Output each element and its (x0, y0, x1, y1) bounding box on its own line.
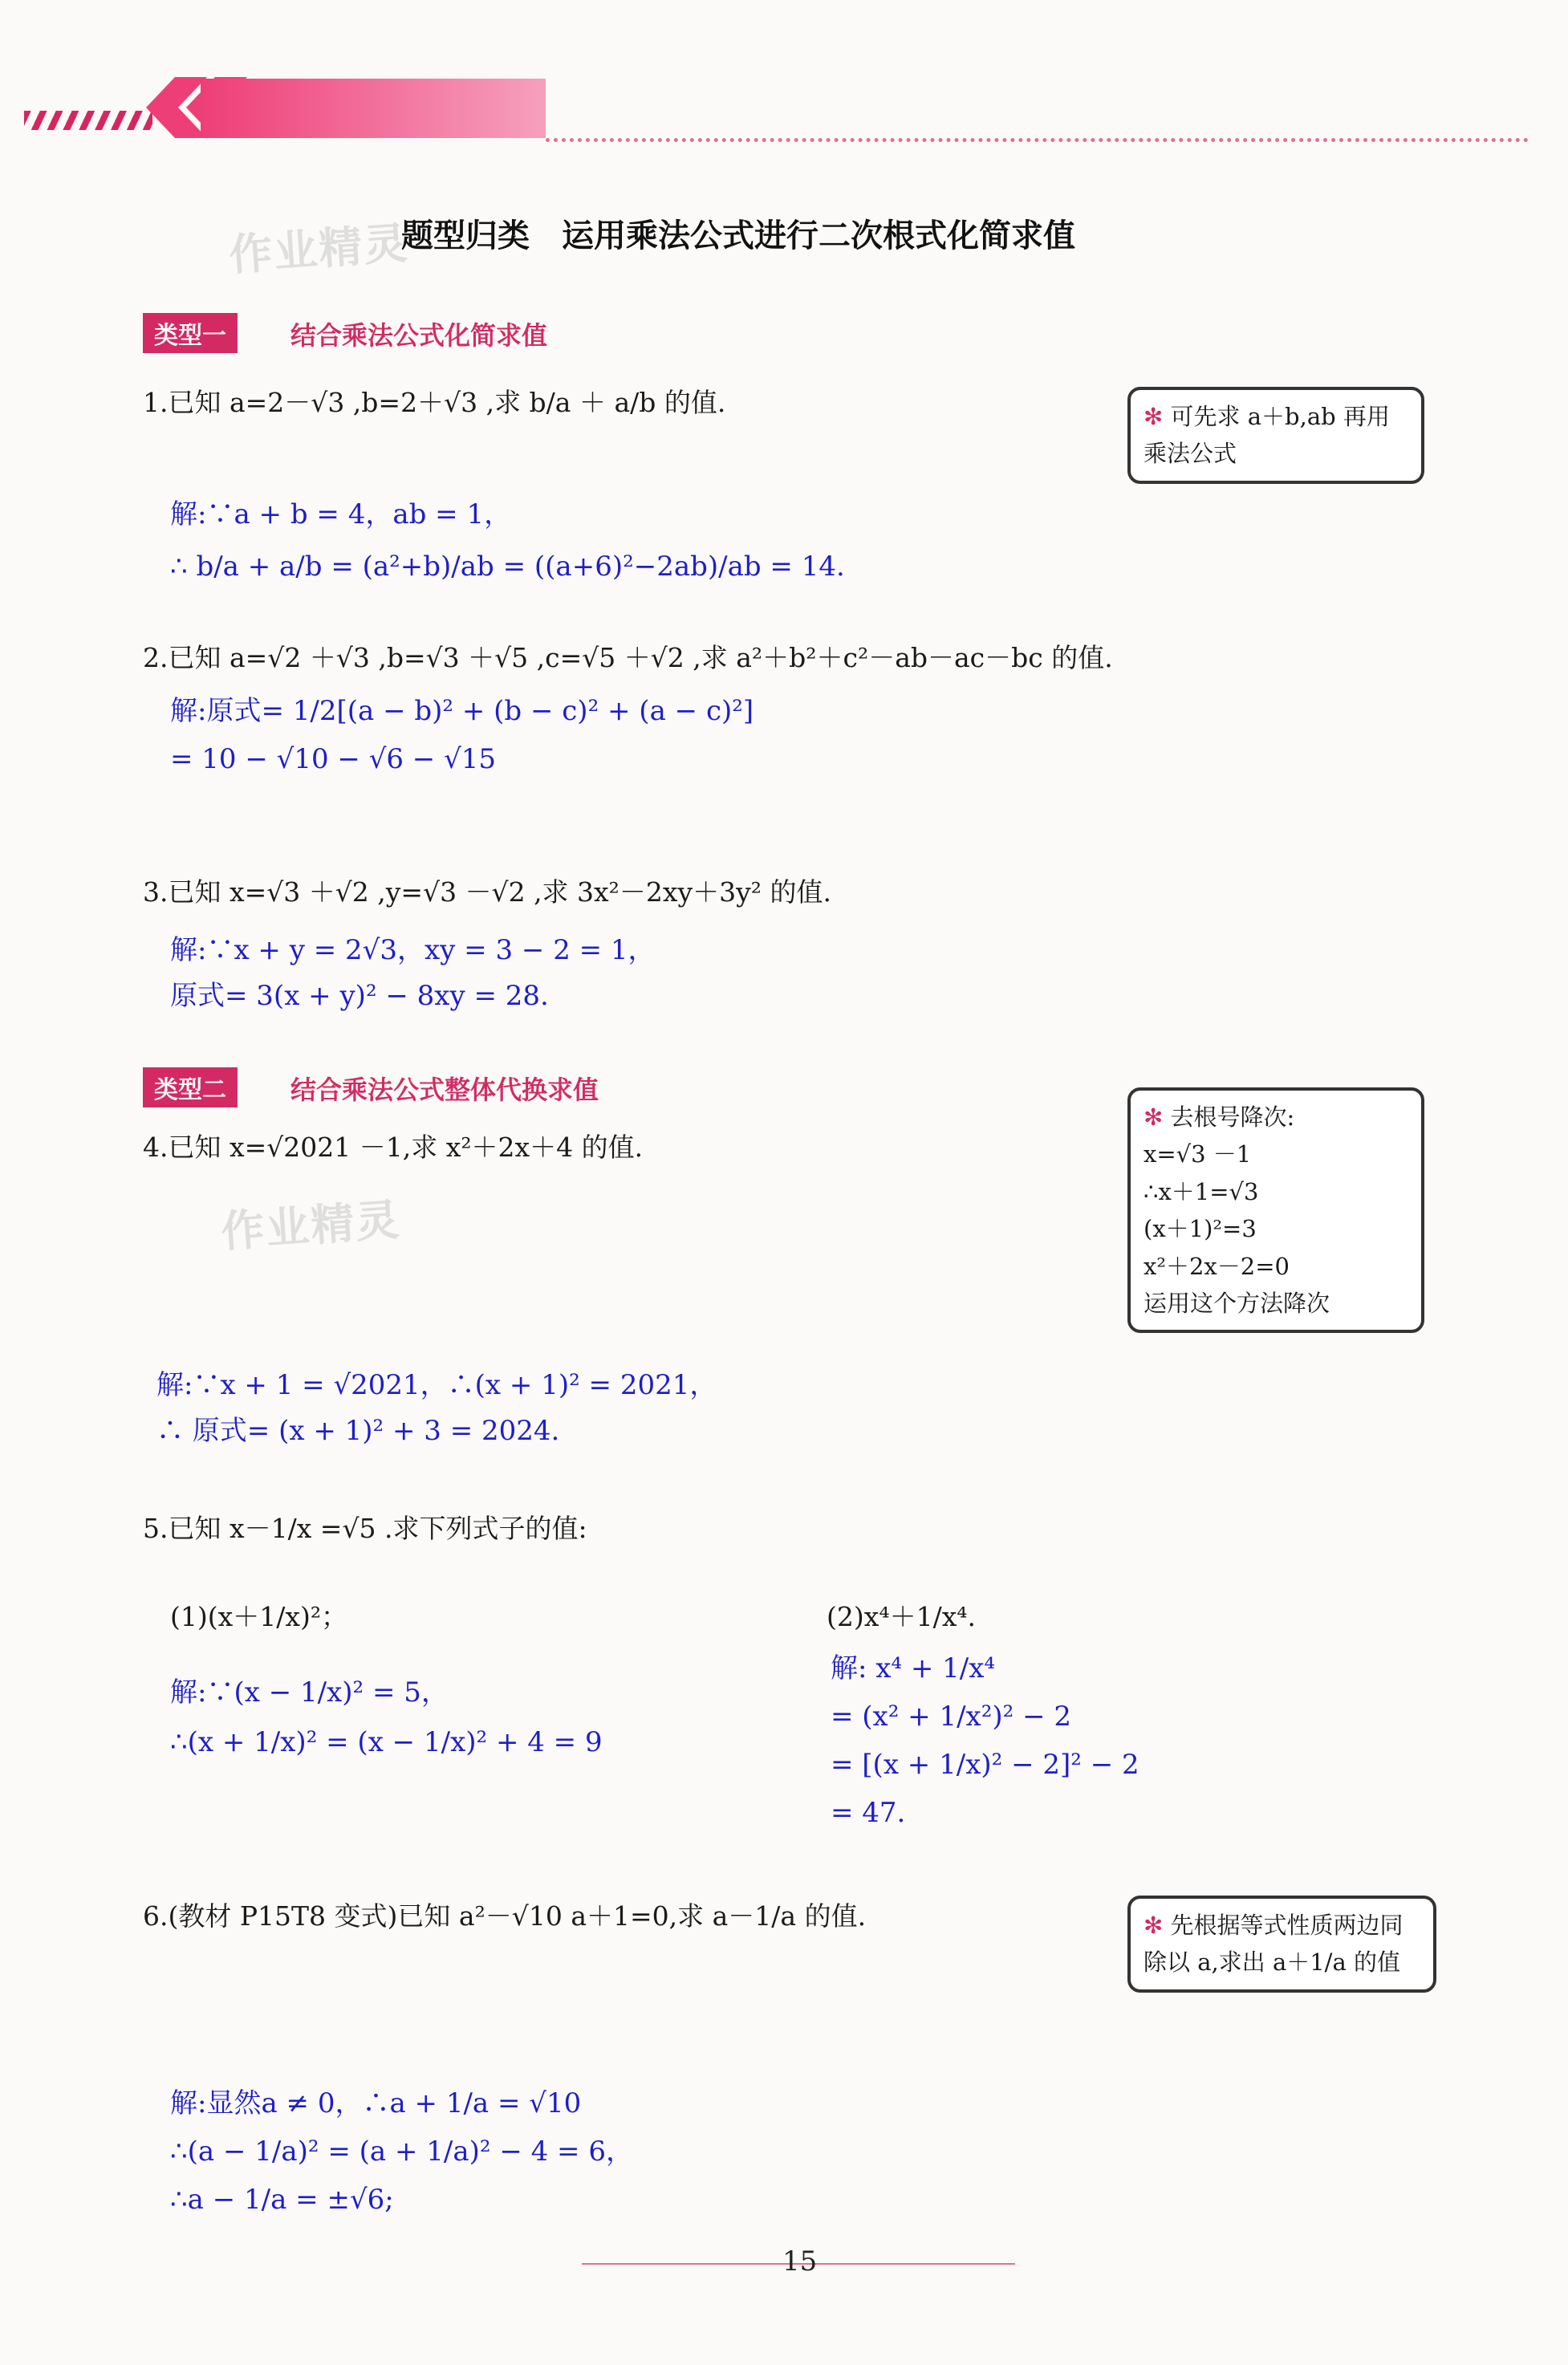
tip-2-line-4: (x＋1)²=3 (1144, 1215, 1257, 1243)
tip-box-1 (1127, 387, 1424, 484)
tip-2-line-2: x=√3 －1 (1144, 1140, 1252, 1168)
watermark-2: 作业精灵 (219, 1194, 403, 1258)
q6-solution-line1: 解:显然a ≠ 0，∴a + 1/a = √10 (170, 2087, 582, 2119)
q3-solution-line1: 解:∵x + y = 2√3，xy = 3 − 2 = 1， (170, 934, 656, 966)
q3-solution-line2: 原式= 3(x + y)² − 8xy = 28. (170, 980, 549, 1012)
tip-3-text: 先根据等式性质两边同除以 a,求出 a＋1/a 的值 (1144, 1912, 1403, 1977)
q1-solution-line1: 解:∵a + b = 4，ab = 1， (170, 498, 512, 530)
question-3: 3.已知 x=√3 ＋√2 ,y=√3 －√2 ,求 3x²－2xy＋3y² 的值. (143, 876, 831, 908)
question-5: 5.已知 x－1/x =√5 .求下列式子的值: (143, 1513, 587, 1544)
type1-tag: 类型一 (143, 313, 238, 353)
question-6: 6.(教材 P15T8 变式)已知 a²－√10 a＋1=0,求 a－1/a 的值. (143, 1900, 867, 1932)
q5-part-1: (1)(x＋1/x)²； (170, 1601, 348, 1632)
page-title: 题型归类 运用乘法公式进行二次根式化简求值 (401, 217, 1075, 254)
q5-2-solution-line3: = [(x + 1/x)² − 2]² − 2 (831, 1749, 1139, 1781)
q5-2-solution-line4: = 47. (831, 1797, 906, 1829)
header-band (201, 79, 546, 138)
q6-solution-line2: ∴(a − 1/a)² = (a + 1/a)² − 4 = 6， (170, 2135, 633, 2168)
star-icon: ✻ (1144, 403, 1164, 430)
header-dotted-line (546, 138, 1529, 142)
q2-solution-line2: = 10 − √10 − √6 − √15 (170, 743, 497, 775)
tip-2-line-1: 去根号降次: (1170, 1103, 1295, 1131)
watermark: 作业精灵 (227, 217, 411, 281)
type2-title: 结合乘法公式整体代换求值 (290, 1075, 599, 1105)
tip-1-text: 可先求 a＋b,ab 再用乘法公式 (1144, 403, 1390, 468)
q1-solution-line2: ∴ b/a + a/b = (a²+b)/ab = ((a+6)²−2ab)/ab = 14. (170, 551, 845, 583)
star-icon: ✻ (1144, 1103, 1164, 1131)
tip-2-line-6: 运用这个方法降次 (1144, 1289, 1330, 1317)
q5-2-solution-line1: 解: x⁴ + 1/x⁴ (831, 1652, 996, 1684)
tip-box-3 (1127, 1896, 1436, 1993)
question-2: 2.已知 a=√2 ＋√3 ,b=√3 ＋√5 ,c=√5 ＋√2 ,求 a²＋b²＋c²－ab－ac－bc 的值. (143, 642, 1113, 673)
q5-2-solution-line2: = (x² + 1/x²)² − 2 (831, 1701, 1071, 1733)
tip-box-2 (1127, 1087, 1424, 1333)
q4-solution-line1: 解:∵x + 1 = √2021，∴(x + 1)² = 2021， (156, 1369, 717, 1401)
type2-tag: 类型二 (143, 1067, 238, 1107)
tip-2-line-5: x²＋2x－2=0 (1144, 1252, 1290, 1280)
question-4: 4.已知 x=√2021 －1,求 x²＋2x＋4 的值. (143, 1132, 644, 1163)
q2-solution-line1: 解:原式= 1/2[(a − b)² + (b − c)² + (a − c)²] (170, 695, 754, 727)
q5-1-solution-line1: 解:∵(x − 1/x)² = 5， (170, 1676, 449, 1709)
type1-title: 结合乘法公式化简求值 (290, 320, 548, 351)
page-number: 15 (782, 2245, 818, 2278)
q4-solution-line2: ∴ 原式= (x + 1)² + 3 = 2024. (156, 1415, 560, 1447)
q6-solution-line3: ∴a − 1/a = ±√6; (170, 2184, 394, 2216)
q5-1-solution-line2: ∴(x + 1/x)² = (x − 1/x)² + 4 = 9 (170, 1726, 603, 1758)
q5-part-2: (2)x⁴＋1/x⁴. (827, 1601, 977, 1632)
header-stripes (24, 111, 152, 130)
question-1: 1.已知 a=2－√3 ,b=2＋√3 ,求 b/a ＋ a/b 的值. (143, 387, 726, 418)
star-icon: ✻ (1144, 1912, 1164, 1939)
tip-2-line-3: ∴x＋1=√3 (1144, 1177, 1259, 1205)
